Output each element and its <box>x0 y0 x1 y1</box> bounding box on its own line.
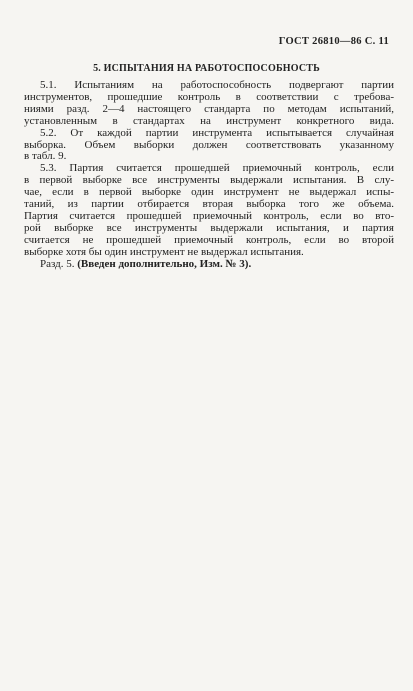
text-line: инструментов, прошедшие контроль в соответствии с требова- <box>24 90 394 103</box>
note-prefix: Разд. 5. <box>40 257 75 270</box>
section-body <box>24 80 394 271</box>
paragraph-5-3 <box>24 163 394 258</box>
text-line: 5.2. От каждой партии инструмента испытывается случайная <box>40 126 394 139</box>
text-line: считается не прошедшей приемочный контроль, если во второй <box>24 233 394 246</box>
text-line: выборка. Объем выборки должен соответствовать указанному <box>24 138 394 151</box>
text-line: 5.3. Партия считается прошедшей приемочный контроль, если <box>40 162 394 175</box>
note-line <box>24 259 394 271</box>
amendment-note <box>24 259 394 271</box>
text-line: таний, из партии отбирается вторая выборка того же объема. <box>24 198 394 211</box>
text-line: 5.1. Испытаниям на работоспособность подвергают партии <box>40 79 394 91</box>
text-line: чае, если в первой выборке один инструмент не выдержал испы- <box>24 186 394 199</box>
page-header: ГОСТ 26810—86 С. 11 <box>278 36 389 47</box>
text-line: ниями разд. 2—4 настоящего стандарта по методам испытаний, <box>24 102 394 115</box>
text-line: выборке хотя бы один инструмент не выдержал испытания. <box>24 245 304 258</box>
text-line: рой выборке все инструменты выдержали испытания, и партия <box>24 221 394 234</box>
section-title: 5. ИСПЫТАНИЯ НА РАБОТОСПОСОБНОСТЬ <box>93 63 320 74</box>
text-line: в первой выборке все инструменты выдержали испытания. В слу- <box>24 174 394 187</box>
note-bold-text: (Введен дополнительно, Изм. № 3). <box>77 257 252 270</box>
text-line: установленным в стандартах на инструмент конкретного вида. <box>24 114 394 127</box>
paragraph-5-2 <box>24 128 394 164</box>
text-line: в табл. 9. <box>24 150 67 163</box>
text-line: Партия считается прошедшей приемочный контроль, если во вто- <box>24 209 394 222</box>
paragraph-5-1 <box>24 80 394 128</box>
